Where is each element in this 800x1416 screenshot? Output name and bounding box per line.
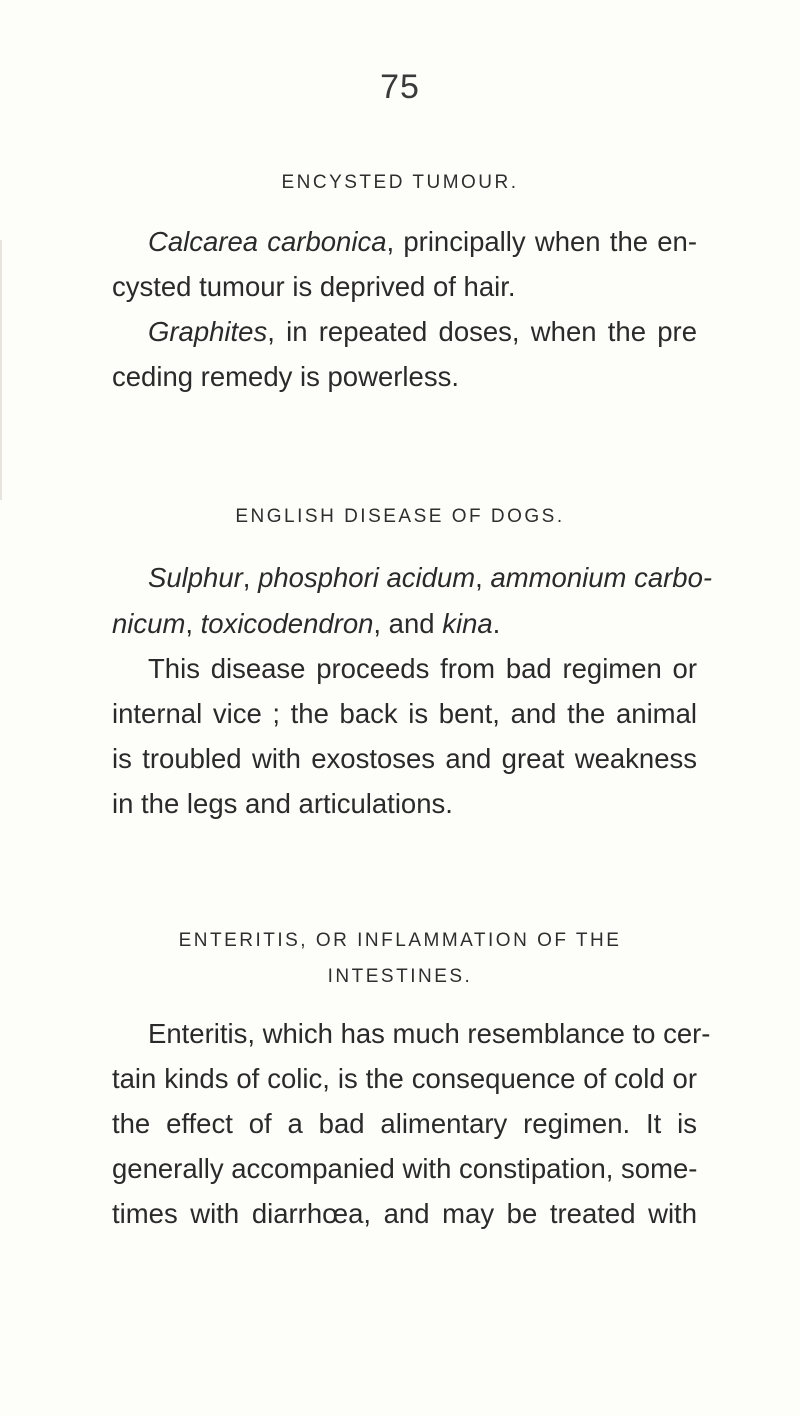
text-run: , and bbox=[373, 608, 443, 639]
section-heading-enteritis-continued: INTESTINES. bbox=[327, 966, 473, 987]
italic-term: phosphori acidum bbox=[258, 562, 476, 593]
text-line bbox=[148, 653, 697, 685]
text-line bbox=[112, 788, 697, 820]
text-run: tain kinds of colic, is the consequence of cold or bbox=[112, 1063, 697, 1094]
text-line bbox=[148, 1018, 711, 1050]
italic-term: nicum bbox=[112, 608, 186, 639]
text-line bbox=[148, 562, 713, 594]
section-heading-enteritis: ENTERITIS, OR INFLAMMATION OF THE bbox=[178, 930, 622, 951]
text-run: , principally when the en- bbox=[386, 226, 697, 257]
italic-term: ammonium carbo- bbox=[490, 562, 713, 593]
text-line bbox=[112, 271, 697, 303]
text-line bbox=[112, 608, 697, 640]
italic-term: kina bbox=[442, 608, 493, 639]
text-line bbox=[148, 226, 697, 258]
text-run: , bbox=[185, 608, 201, 639]
text-run: generally accompanied with constipation, some- bbox=[112, 1153, 698, 1184]
text-line bbox=[112, 743, 697, 775]
text-run: This disease proceeds from bad regimen or bbox=[148, 653, 697, 684]
italic-term: toxicodendron bbox=[200, 608, 374, 639]
text-line bbox=[112, 1198, 697, 1230]
text-run: times with diarrhœa, and may be treated with bbox=[112, 1198, 697, 1229]
text-run: , bbox=[475, 562, 491, 593]
text-line bbox=[112, 698, 697, 730]
text-run: internal vice ; the back is bent, and the animal bbox=[112, 698, 697, 729]
italic-term: Sulphur bbox=[148, 562, 243, 593]
page-number: 75 bbox=[380, 68, 420, 106]
text-line bbox=[112, 1063, 697, 1095]
text-run: Enteritis, which has much resemblance to cer- bbox=[148, 1018, 711, 1049]
section-heading-english-disease: ENGLISH DISEASE OF DOGS. bbox=[235, 506, 565, 527]
section-heading-encysted-tumour: ENCYSTED TUMOUR. bbox=[281, 172, 519, 193]
text-run: is troubled with exostoses and great weakness bbox=[112, 743, 697, 774]
text-line bbox=[112, 1153, 697, 1185]
text-run: , in repeated doses, when the pre bbox=[267, 316, 697, 347]
text-run: the effect of a bad alimentary regimen. It is bbox=[112, 1108, 697, 1139]
text-line bbox=[112, 1108, 697, 1140]
italic-term: Calcarea carbonica bbox=[148, 226, 387, 257]
text-run: cysted tumour is deprived of hair. bbox=[112, 271, 516, 302]
text-run: ceding remedy is powerless. bbox=[112, 361, 459, 392]
text-run: , bbox=[242, 562, 259, 593]
italic-term: Graphites bbox=[148, 316, 268, 347]
text-line bbox=[112, 361, 697, 393]
page-edge-shadow bbox=[0, 240, 2, 500]
text-run: in the legs and articulations. bbox=[112, 788, 453, 819]
text-line bbox=[148, 316, 697, 348]
text-run: . bbox=[492, 608, 501, 639]
